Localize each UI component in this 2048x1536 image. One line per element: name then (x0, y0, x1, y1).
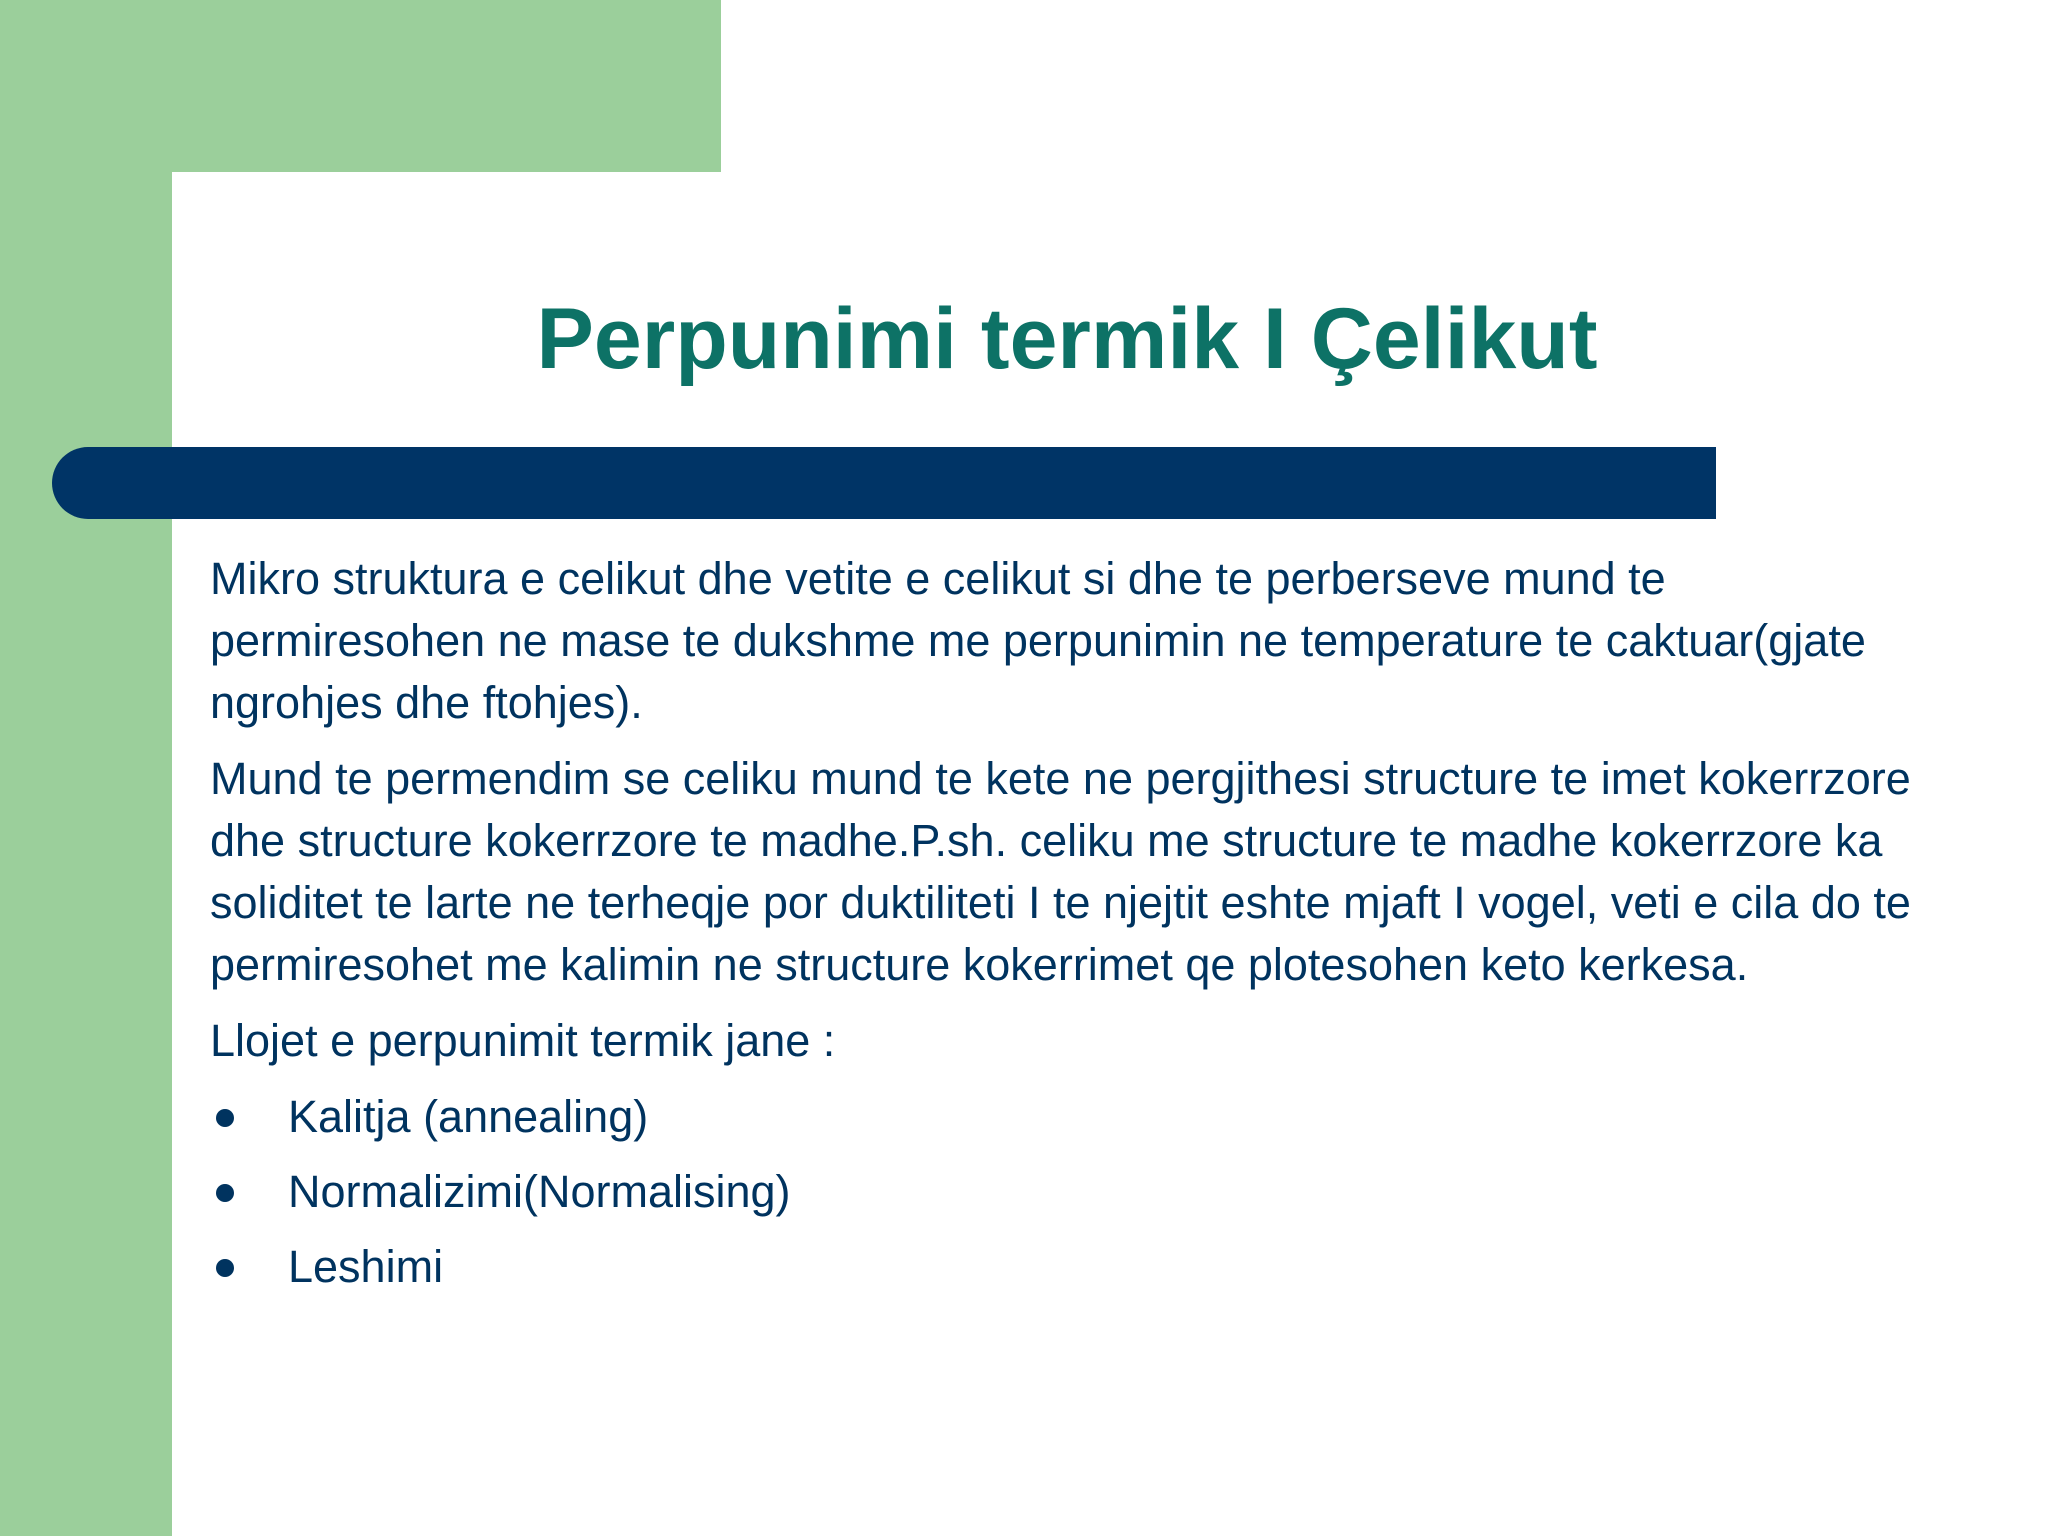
list-item-label: Leshimi (288, 1241, 444, 1292)
paragraph-intro: Mikro struktura e celikut dhe vetite e celikut si dhe te perberseve mund te permiresohen ne mase te dukshme me perpunimin ne temperature te caktuar(gjate ngrohjes dhe ftohjes). (210, 553, 1866, 728)
slide-body (210, 548, 1930, 1311)
background-accent-top (0, 0, 721, 172)
bullet-icon (216, 1259, 234, 1277)
list-item (210, 1161, 1930, 1223)
bullet-icon (216, 1109, 234, 1127)
slide-title: Perpunimi termik I Çelikut (536, 291, 1598, 387)
paragraph-types-heading: Llojet e perpunimit termik jane : (210, 1015, 836, 1066)
paragraph-structure: Mund te permendim se celiku mund te kete ne pergjithesi structure te imet kokerrzore dhe structure kokerrzore te madhe.P.sh. celiku me structure te madhe kokerrzore ka soliditet te larte ne terheqje por duktiliteti I te njejtit eshte mjaft I vogel, veti e cila do te permiresohet me kalimin ne structure kokerrimet qe plotesohen keto kerkesa. (210, 753, 1911, 990)
bullet-list (210, 1086, 1930, 1298)
list-item-label: Kalitja (annealing) (288, 1091, 649, 1142)
title-underline-bar (52, 447, 1716, 519)
list-item (210, 1236, 1930, 1298)
list-item-label: Normalizimi(Normalising) (288, 1166, 791, 1217)
bullet-icon (216, 1184, 234, 1202)
background-accent-left (0, 0, 172, 1536)
list-item (210, 1086, 1930, 1148)
